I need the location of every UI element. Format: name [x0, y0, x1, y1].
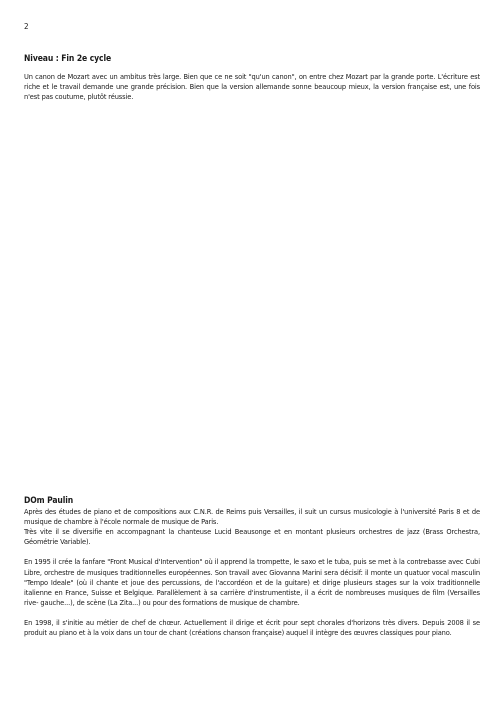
intro-paragraph: Un canon de Mozart avec un ambitus très large. Bien que ce ne soit "qu'un canon", on entre chez Mozart par la grande porte. L'écriture est riche et le travail demande une grande précision. Bien que la version allemande sonne beaucoup mieux, la version française est, une fois n'est pas coutume, plutôt réussie. — [24, 72, 480, 102]
level-heading: Niveau : Fin 2e cycle — [24, 54, 112, 64]
page-number: 2 — [24, 22, 29, 31]
bio-paragraph: En 1998, il s'initie au métier de chef de chœur. Actuellement il dirige et écrit pour sept chorales d'horizons très divers. Depuis 2008 il se produit au piano et à la voix dans un tour de chant (créations chanson française) auquel il intègre des œuvres classiques pour piano. — [24, 617, 480, 638]
bio-paragraph: Très vite il se diversifie en accompagnant la chanteuse Lucid Beausonge et en montant plusieurs orchestres de jazz (Brass Orchestra, Géométrie Variable). — [24, 527, 480, 547]
composer-name: DOm Paulin — [24, 496, 74, 506]
bio-paragraph: Après des études de piano et de compositions aux C.N.R. de Reims puis Versailles, il suit un cursus musicologie à l'université Paris 8 et de musique de chambre à l'école normale de musique de Paris. — [24, 507, 480, 527]
bio-paragraph: En 1995 il crée la fanfare "Front Musical d'Intervention" où il apprend la trompette, le saxo et le tuba, puis se met à la contrebasse avec Cubi Libre, orchestre de musiques traditionnelles européennes. Son travail avec Giovanna Marini sera décisif: il monte un quatuor vocal masculin "Tempo Ideale" (où il chante et joue des percussions, de l'accordéon et de la guitare) et dirige plusieurs stages sur la voix traditionnelle italienne en France, Suisse et Belgique. Parallèlement à sa carrière d'instrumentiste, il a écrit de nombreuses musiques de film (Versailles rive- gauche...), de scène (La Zita...) ou pour des formations de musique de chambre. — [24, 557, 480, 607]
composer-bio — [24, 496, 480, 638]
